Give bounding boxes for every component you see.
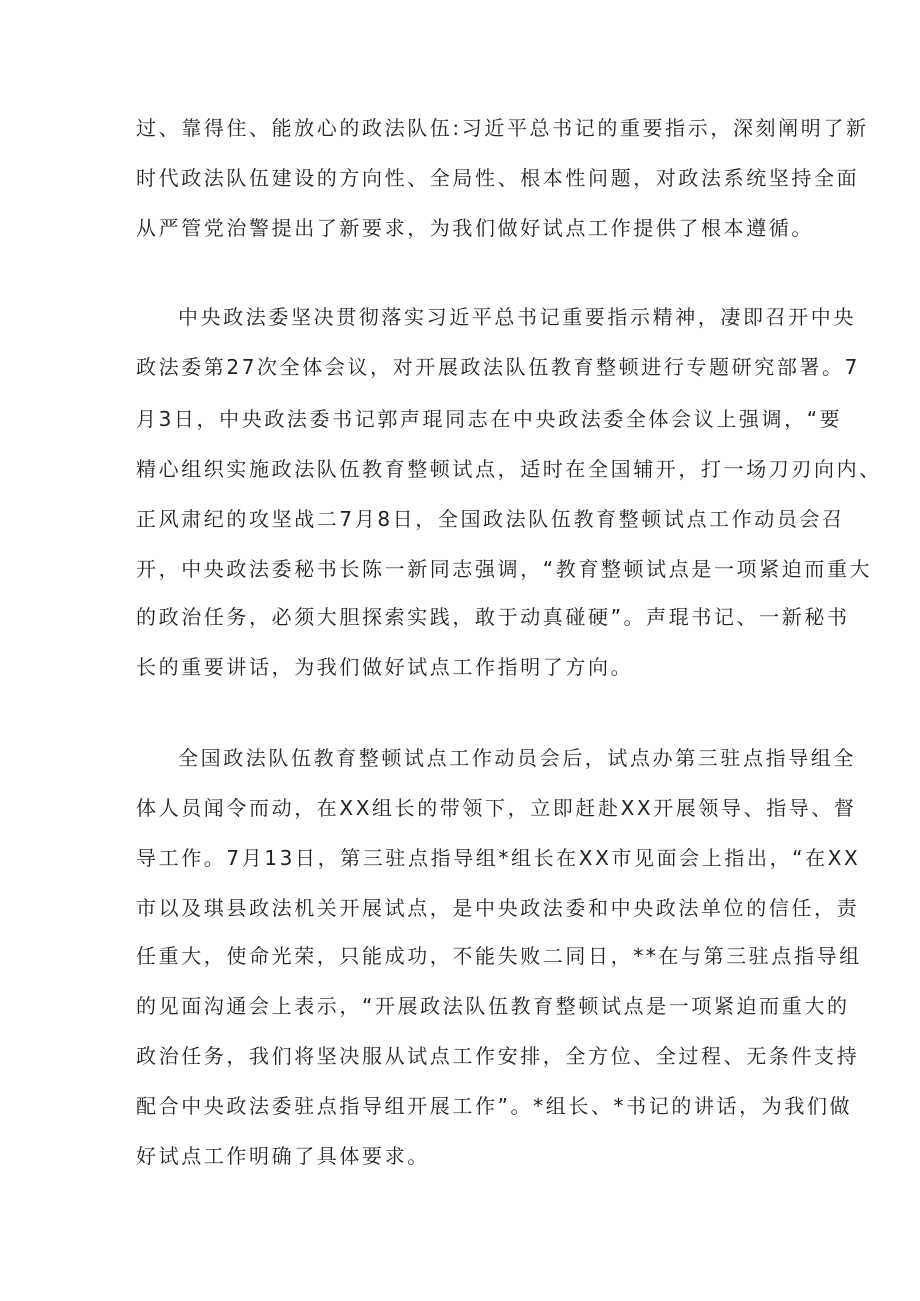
paragraph-line: 精心组织实施政法队伍教育整顿试点，适时在全国辅开，打一场刀刃向内、 [136, 457, 882, 481]
paragraph-line: 中央政法委坚决贯彻落实习近平总书记重要指示精神，凄即召开中央 [178, 305, 856, 329]
paragraph-line: 开，中央政法委秘书长陈一新同志强调，“教育整顿试点是一项紧迫而重大 [136, 557, 873, 581]
paragraph-line: 长的重要讲话，为我们做好试点工作指明了方向。 [136, 655, 634, 679]
paragraph-line: 政法委第27次全体会议，对开展政法队伍教育整顿进行专题研究部署。7 [136, 355, 860, 379]
paragraph-line: 市以及琪县政法机关开展试点，是中央政法委和中央政法单位的信任，责 [136, 896, 860, 920]
paragraph-line: 的见面沟通会上表示，“开展政法队伍教育整顿试点是一项紧迫而重大的 [136, 994, 850, 1018]
paragraph-line: 任重大，使命光荣，只能成功，不能失败二同日，**在与第三驻点指导组 [136, 944, 862, 968]
paragraph-line: 好试点工作明确了具体要求。 [136, 1144, 430, 1168]
paragraph-line: 时代政法队伍建设的方向性、全局性、根本性问题，对政法系统坚持全面 [136, 166, 860, 190]
paragraph-line: 配合中央政法委驻点指导组开展工作”。*组长、*书记的讲话，为我们做 [136, 1094, 853, 1118]
paragraph-line: 月3日，中央政法委书记郭声琨同志在中央政法委全体会议上强调，“要 [136, 407, 843, 431]
paragraph-line: 体人员闻令而动，在XX组长的带领下，立即赶赴XX开展领导、指导、督 [136, 796, 857, 820]
paragraph-line: 导工作。7月13日，第三驻点指导组*组长在XX市见面会上指出，“在XX [136, 846, 861, 870]
paragraph-line: 全国政法队伍教育整顿试点工作动员会后，试点办第三驻点指导组全 [178, 746, 856, 770]
paragraph-line: 过、靠得住、能放心的政法队伍:习近平总书记的重要指示，深刻阐明了新 [136, 116, 869, 140]
paragraph-line: 正风肃纪的攻坚战二7月8日，全国政法队伍教育整顿试点工作动员会召 [136, 507, 845, 531]
paragraph-line: 政治任务，我们将坚决服从试点工作安排，全方位、全过程、无条件支持 [136, 1044, 860, 1068]
paragraph-line: 从严管党治警提出了新要求，为我们做好试点工作提供了根本遵循。 [136, 216, 814, 240]
paragraph-line: 的政治任务，必须大胆探索实践，敢于动真碰硬”。声琨书记、一新秘书 [136, 605, 850, 629]
